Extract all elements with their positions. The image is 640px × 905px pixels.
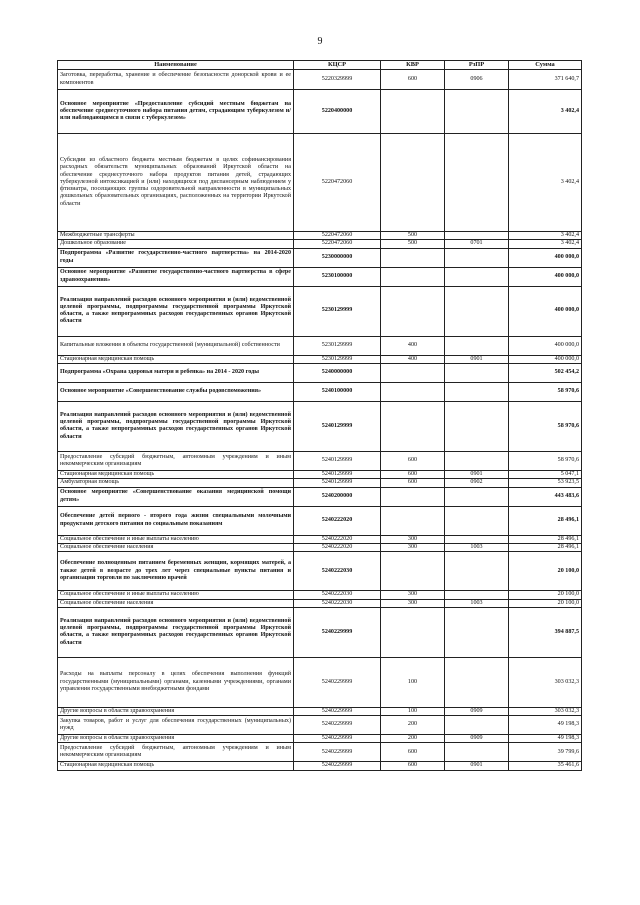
table-row [58, 382, 582, 401]
table-row [58, 355, 582, 363]
row-kcsr: 5240129999 [294, 479, 381, 487]
table-row [58, 479, 582, 487]
table-row [58, 134, 582, 232]
table-row [58, 451, 582, 470]
row-sum: 303 032,3 [509, 657, 582, 707]
row-sum: 28 496,1 [509, 535, 582, 543]
row-name: Расходы на выплаты персоналу в целях обеспечения выполнения функций государственными (муниципальными) органами, казенными учреждениями, органами управления государственными внебюджетными фондами [58, 657, 294, 707]
row-rzpr [445, 451, 509, 470]
header-kcsr: КЦСР [294, 61, 381, 70]
row-kvr: 400 [381, 336, 445, 355]
table-row [58, 232, 582, 240]
table-body [58, 70, 582, 771]
row-rzpr [445, 743, 509, 762]
table-row [58, 363, 582, 382]
row-kvr: 600 [381, 70, 445, 90]
header-name: Наименование [58, 61, 294, 70]
row-sum: 20 100,0 [509, 599, 582, 607]
row-kcsr: 5240222020 [294, 535, 381, 543]
table-row [58, 607, 582, 657]
row-kvr [381, 363, 445, 382]
row-rzpr: 0906 [445, 70, 509, 90]
row-rzpr [445, 657, 509, 707]
row-name: Основное мероприятие «Совершенствование оказания медицинской помощи детям» [58, 487, 294, 506]
row-name: Другие вопросы в области здравоохранения [58, 735, 294, 743]
row-kvr [381, 248, 445, 267]
row-kcsr: 5240222030 [294, 599, 381, 607]
row-name: Основное мероприятие «Совершенствование службы родовспоможения» [58, 382, 294, 401]
row-rzpr: 0701 [445, 240, 509, 248]
row-name: Другие вопросы в области здравоохранения [58, 707, 294, 715]
table-row [58, 743, 582, 762]
row-kvr: 100 [381, 707, 445, 715]
row-kcsr: 5220472060 [294, 134, 381, 232]
row-kvr [381, 90, 445, 134]
table-row [58, 401, 582, 451]
row-kcsr: 5240222030 [294, 591, 381, 599]
table-row [58, 90, 582, 134]
row-kvr: 500 [381, 240, 445, 248]
header-kvr: КВР [381, 61, 445, 70]
row-name: Подпрограмма «Развитие государственно-частного партнерства» на 2014-2020 годы [58, 248, 294, 267]
row-sum: 400 000,0 [509, 336, 582, 355]
row-sum: 49 198,3 [509, 716, 582, 735]
row-sum: 49 198,3 [509, 735, 582, 743]
row-sum: 400 000,0 [509, 267, 582, 286]
row-kvr: 300 [381, 599, 445, 607]
row-kcsr: 5230129999 [294, 355, 381, 363]
row-kcsr: 5240229999 [294, 657, 381, 707]
row-rzpr: 0901 [445, 355, 509, 363]
row-rzpr: 0902 [445, 479, 509, 487]
row-name: Реализация направлений расходов основного мероприятия и (или) ведомственной целевой программы, подпрограммы государственной программы Иркутской области, а также непрограммных расходов государственных органов Иркутской области [58, 607, 294, 657]
table-row [58, 599, 582, 607]
row-rzpr [445, 382, 509, 401]
row-rzpr [445, 248, 509, 267]
row-name: Социальное обеспечение населения [58, 599, 294, 607]
table-row [58, 240, 582, 248]
row-sum: 20 100,0 [509, 591, 582, 599]
table-row [58, 657, 582, 707]
page-number: 9 [317, 36, 323, 47]
row-name: Амбулаторная помощь [58, 479, 294, 487]
table-row [58, 535, 582, 543]
row-kvr: 600 [381, 470, 445, 478]
table-row [58, 487, 582, 506]
row-name: Основное мероприятие «Предоставление субсидий местным бюджетам на обеспечение среднесуточного набора питания детям, страдающим туберкулезом и/или наблюдающимся в связи с туберкулезом» [58, 90, 294, 134]
row-kcsr: 5240222020 [294, 543, 381, 551]
row-sum: 53 923,5 [509, 479, 582, 487]
row-kvr: 600 [381, 479, 445, 487]
row-name: Капитальные вложения в объекты государственной (муниципальной) собственности [58, 336, 294, 355]
row-name: Реализация направлений расходов основного мероприятия и (или) ведомственной целевой программы, подпрограммы государственной программы Иркутской области, а также непрограммных расходов государственных органов Иркутской области [58, 401, 294, 451]
row-kcsr: 5220400000 [294, 90, 381, 134]
row-kvr: 100 [381, 657, 445, 707]
table-row [58, 762, 582, 770]
row-rzpr [445, 363, 509, 382]
row-kcsr: 5230000000 [294, 248, 381, 267]
row-sum: 3 402,4 [509, 134, 582, 232]
row-kcsr: 5230129999 [294, 336, 381, 355]
row-name: Стационарная медицинская помощь [58, 470, 294, 478]
row-rzpr [445, 286, 509, 336]
row-rzpr [445, 90, 509, 134]
table-row [58, 248, 582, 267]
row-kcsr: 5220472060 [294, 232, 381, 240]
row-name: Закупка товаров, работ и услуг для обеспечения государственных (муниципальных) нужд [58, 716, 294, 735]
row-name: Стационарная медицинская помощь [58, 762, 294, 770]
row-kvr: 300 [381, 543, 445, 551]
row-rzpr [445, 591, 509, 599]
row-kcsr: 5220329999 [294, 70, 381, 90]
row-name: Социальное обеспечение и иные выплаты населению [58, 535, 294, 543]
row-kcsr: 5240229999 [294, 762, 381, 770]
table-row [58, 716, 582, 735]
row-sum: 39 799,6 [509, 743, 582, 762]
row-rzpr [445, 487, 509, 506]
row-rzpr [445, 336, 509, 355]
row-kvr [381, 506, 445, 535]
row-kcsr: 5240229999 [294, 743, 381, 762]
row-name: Межбюджетные трансферты [58, 232, 294, 240]
row-sum: 58 970,6 [509, 401, 582, 451]
row-kvr: 600 [381, 451, 445, 470]
row-kcsr: 5240229999 [294, 607, 381, 657]
row-sum: 303 032,3 [509, 707, 582, 715]
row-sum: 3 402,4 [509, 90, 582, 134]
table-header-row [58, 61, 582, 70]
row-kvr [381, 401, 445, 451]
row-name: Социальное обеспечение населения [58, 543, 294, 551]
row-kvr [381, 487, 445, 506]
row-kcsr: 5240229999 [294, 707, 381, 715]
row-sum: 28 496,1 [509, 506, 582, 535]
row-kvr [381, 552, 445, 591]
row-kcsr: 5240229999 [294, 735, 381, 743]
row-kcsr: 5220472060 [294, 240, 381, 248]
row-kvr: 200 [381, 716, 445, 735]
row-sum: 443 483,6 [509, 487, 582, 506]
table-row [58, 70, 582, 90]
row-rzpr [445, 552, 509, 591]
row-sum: 400 000,0 [509, 286, 582, 336]
row-sum: 35 461,6 [509, 762, 582, 770]
row-kvr: 600 [381, 743, 445, 762]
row-sum: 394 887,5 [509, 607, 582, 657]
row-rzpr [445, 232, 509, 240]
row-sum: 58 970,6 [509, 451, 582, 470]
row-name: Основное мероприятие «Развитие государственно-частного партнерства в сфере здравоохранения» [58, 267, 294, 286]
row-kcsr: 5240200000 [294, 487, 381, 506]
row-kvr [381, 286, 445, 336]
table-row [58, 707, 582, 715]
header-rzpr: РзПР [445, 61, 509, 70]
row-kcsr: 5240222030 [294, 552, 381, 591]
table-row [58, 543, 582, 551]
row-kcsr: 5240129999 [294, 451, 381, 470]
row-sum: 3 402,4 [509, 232, 582, 240]
row-name: Обеспечение детей первого - второго года жизни специальными молочными продуктами детского питания по социальным показаниям [58, 506, 294, 535]
row-kvr [381, 607, 445, 657]
row-kvr: 200 [381, 735, 445, 743]
row-rzpr: 1003 [445, 543, 509, 551]
row-kcsr: 5240129999 [294, 470, 381, 478]
row-sum: 5 047,1 [509, 470, 582, 478]
budget-table [57, 60, 582, 771]
row-rzpr: 0909 [445, 735, 509, 743]
row-kvr: 500 [381, 232, 445, 240]
row-kcsr: 5240222020 [294, 506, 381, 535]
table-row [58, 591, 582, 599]
row-sum: 3 402,4 [509, 240, 582, 248]
row-kcsr: 5240100000 [294, 382, 381, 401]
row-sum: 20 100,0 [509, 552, 582, 591]
row-kcsr: 5240229999 [294, 716, 381, 735]
row-kvr: 300 [381, 591, 445, 599]
row-name: Стационарная медицинская помощь [58, 355, 294, 363]
row-rzpr: 1003 [445, 599, 509, 607]
row-rzpr [445, 401, 509, 451]
table-row [58, 735, 582, 743]
row-rzpr: 0901 [445, 762, 509, 770]
row-name: Социальное обеспечение и иные выплаты населению [58, 591, 294, 599]
row-kcsr: 5240129999 [294, 401, 381, 451]
row-kcsr: 5240000000 [294, 363, 381, 382]
row-name: Реализация направлений расходов основного мероприятия и (или) ведомственной целевой программы, подпрограммы государственной программы Иркутской области, а также непрограммных расходов государственных органов Иркутской области [58, 286, 294, 336]
row-sum: 400 000,0 [509, 355, 582, 363]
row-name: Обеспечение полноценным питанием беременных женщин, кормящих матерей, а также детей в возрасте до трех лет через специальные пункты питания и организации торговли по заключению врачей [58, 552, 294, 591]
row-name: Субсидии из областного бюджета местным бюджетам в целях софинансирования расходных обязательств муниципальных образований Иркутской области на обеспечение среднесуточного набора продуктов питания детей, страдающих туберкулезной интоксикацией и (или) находящихся под диспансерным наблюдением у фтизиатра, посещающих группы оздоровительной направленности в муниципальных дошкольных образовательных организациях, расположенных на территории Иркутской области [58, 134, 294, 232]
row-rzpr [445, 506, 509, 535]
table-row [58, 470, 582, 478]
row-kvr [381, 267, 445, 286]
row-kvr [381, 382, 445, 401]
row-name: Предоставление субсидий бюджетным, автономным учреждениям и иным некоммерческим организациям [58, 451, 294, 470]
row-rzpr [445, 134, 509, 232]
row-kvr: 400 [381, 355, 445, 363]
row-sum: 58 970,6 [509, 382, 582, 401]
row-name: Подпрограмма «Охрана здоровья матери и ребенка» на 2014 - 2020 годы [58, 363, 294, 382]
row-name: Заготовка, переработка, хранение и обеспечение безопасности донорской крови и ее компонентов [58, 70, 294, 90]
row-kcsr: 5230100000 [294, 267, 381, 286]
table-row [58, 552, 582, 591]
row-sum: 400 000,0 [509, 248, 582, 267]
row-rzpr [445, 716, 509, 735]
row-rzpr [445, 535, 509, 543]
row-kcsr: 5230129999 [294, 286, 381, 336]
row-rzpr: 0901 [445, 470, 509, 478]
row-rzpr [445, 267, 509, 286]
row-kvr: 300 [381, 535, 445, 543]
row-kvr [381, 134, 445, 232]
row-rzpr [445, 607, 509, 657]
row-sum: 28 496,1 [509, 543, 582, 551]
row-sum: 371 640,7 [509, 70, 582, 90]
header-sum: Сумма [509, 61, 582, 70]
table-row [58, 267, 582, 286]
row-rzpr: 0909 [445, 707, 509, 715]
row-kvr: 600 [381, 762, 445, 770]
table-row [58, 286, 582, 336]
row-sum: 502 454,2 [509, 363, 582, 382]
row-name: Дошкольное образование [58, 240, 294, 248]
row-name: Предоставление субсидий бюджетным, автономным учреждениям и иным некоммерческим организациям [58, 743, 294, 762]
table-row [58, 506, 582, 535]
table-row [58, 336, 582, 355]
